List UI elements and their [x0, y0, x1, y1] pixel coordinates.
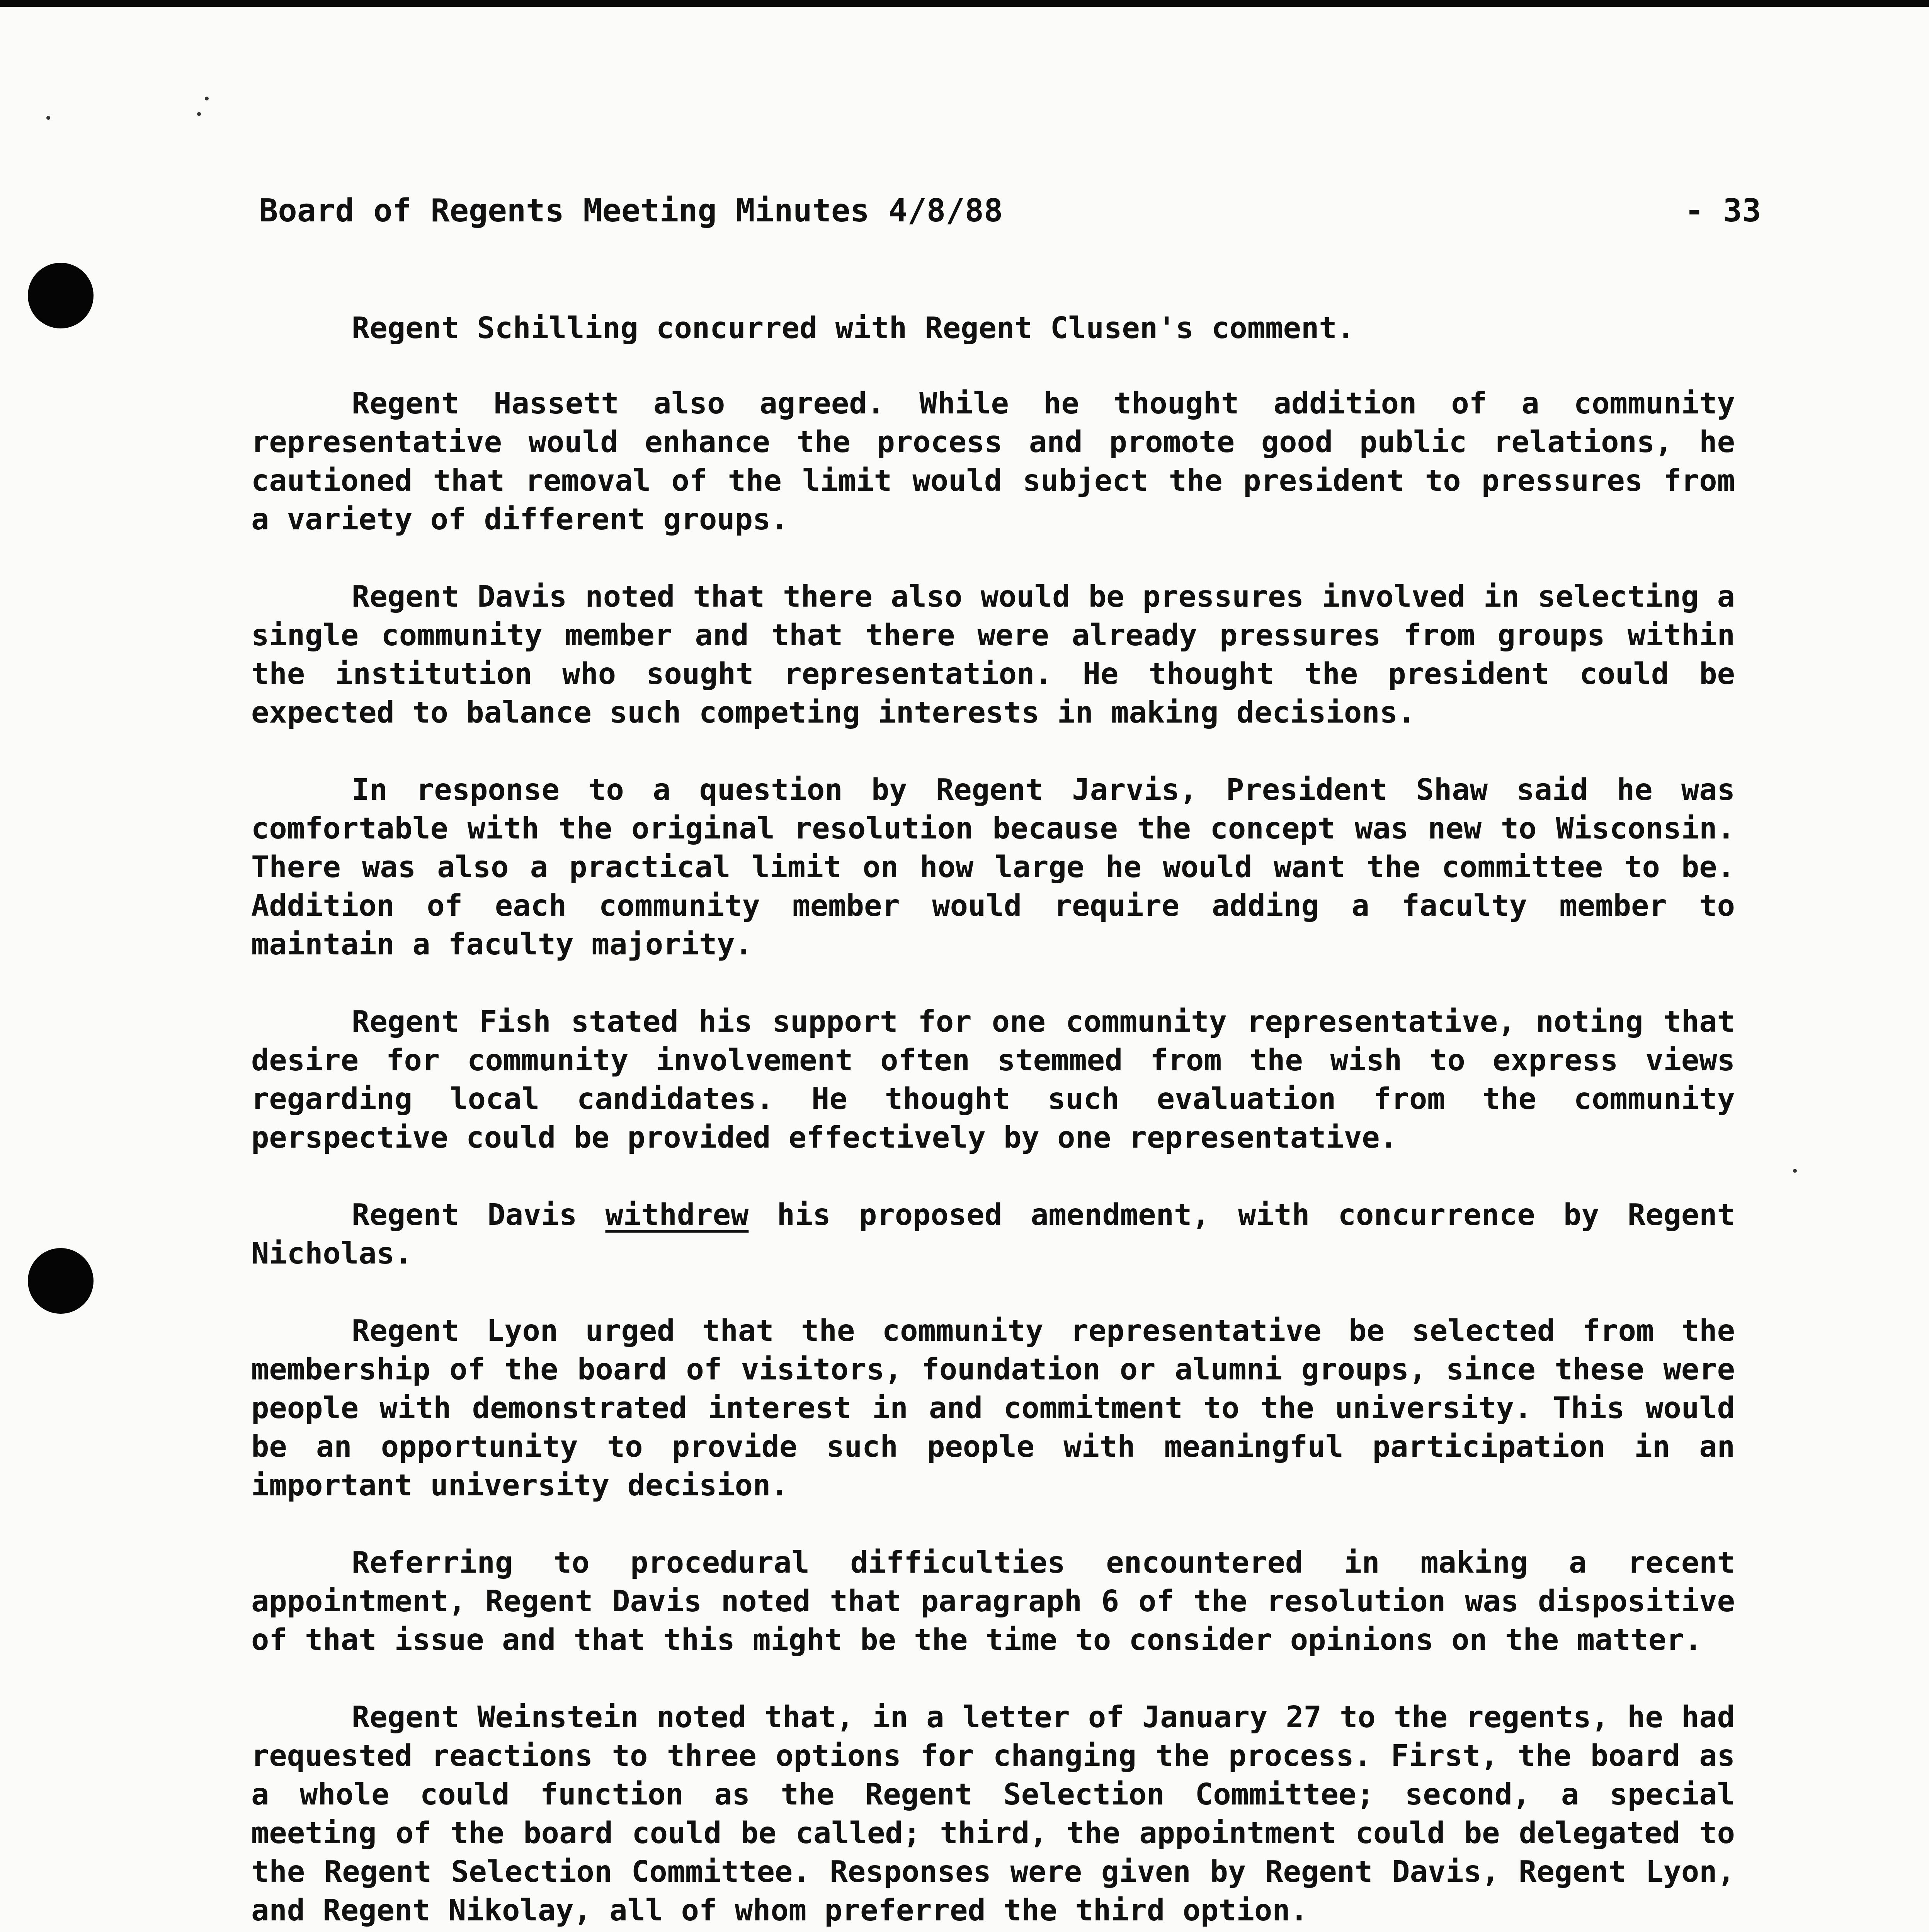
withdrew-text-after: his proposed amendment, with concurrence by Regent Nicholas. — [251, 1198, 1735, 1271]
scan-speck — [46, 116, 50, 120]
scan-top-border — [0, 0, 1929, 7]
paragraph-weinstein-letter: Regent Weinstein noted that, in a letter of January 27 to the regents, he had requested reactions to three options for changing the process. First, the board as a whole could function as the Regent Selection Committee; second, a special meeting of the board could be called; third, the appointment could be delegated to the Regent Selection Committee. Responses were given by Regent Davis, Regent Lyon, and Regent Nikolay, all of whom preferred the third option. — [251, 1700, 1735, 1928]
scan-speck — [205, 97, 209, 100]
paragraph-davis-pressures: Regent Davis noted that there also would be pressures involved in selecting a single community member and that there were already pressures from groups within the institution who sought representation. He thought the president could be expected to balance such competing interests in making decisions. — [251, 580, 1735, 730]
punch-hole-middle — [28, 1248, 94, 1314]
scan-speck — [1793, 1169, 1797, 1173]
paragraph-davis-procedural: Referring to procedural difficulties encountered in making a recent appointment, Regent Davis noted that paragraph 6 of the resolution was dispositive of that issue and that this might be the time to consider opinions on the matter. — [251, 1546, 1735, 1657]
page-number: - 33 — [1685, 192, 1761, 229]
paragraph-fish: Regent Fish stated his support for one community representative, noting that desire for community involvement often stemmed from the wish to express views regarding local candidates. He thought such evaluation from the community perspective could be provided effectively by one representative. — [251, 1005, 1735, 1155]
paragraph-schilling: Regent Schilling concurred with Regent Clusen's comment. — [352, 311, 1355, 345]
withdrew-underlined-word: withdrew — [605, 1198, 749, 1232]
paragraph-lyon: Regent Lyon urged that the community representative be selected from the membership of the board of visitors, foundation or alumni groups, since these were people with demonstrated interest in and commitment to the university. This would be an opportunity to provide such people with meaningful participation in an important university decision. — [251, 1314, 1735, 1503]
paragraph-jarvis-shaw: In response to a question by Regent Jarvis, President Shaw said he was comfortable with the original resolution because the concept was new to Wisconsin. There was also a practical limit on how large he would want the committee to be. Addition of each community member would require adding a faculty member to maintain a faculty majority. — [251, 773, 1735, 962]
punch-hole-top — [28, 263, 94, 328]
document-title: Board of Regents Meeting Minutes 4/8/88 — [259, 192, 1003, 229]
paragraph-davis-withdrew — [251, 1196, 1735, 1273]
paragraph-hassett: Regent Hassett also agreed. While he thought addition of a community representative would enhance the process and promote good public relations, he cautioned that removal of the limit would subject the president to pressures from a variety of different groups. — [251, 386, 1735, 537]
scan-speck — [197, 112, 201, 116]
minutes-body — [251, 309, 1735, 1932]
withdrew-text-before: Regent Davis — [352, 1198, 606, 1232]
